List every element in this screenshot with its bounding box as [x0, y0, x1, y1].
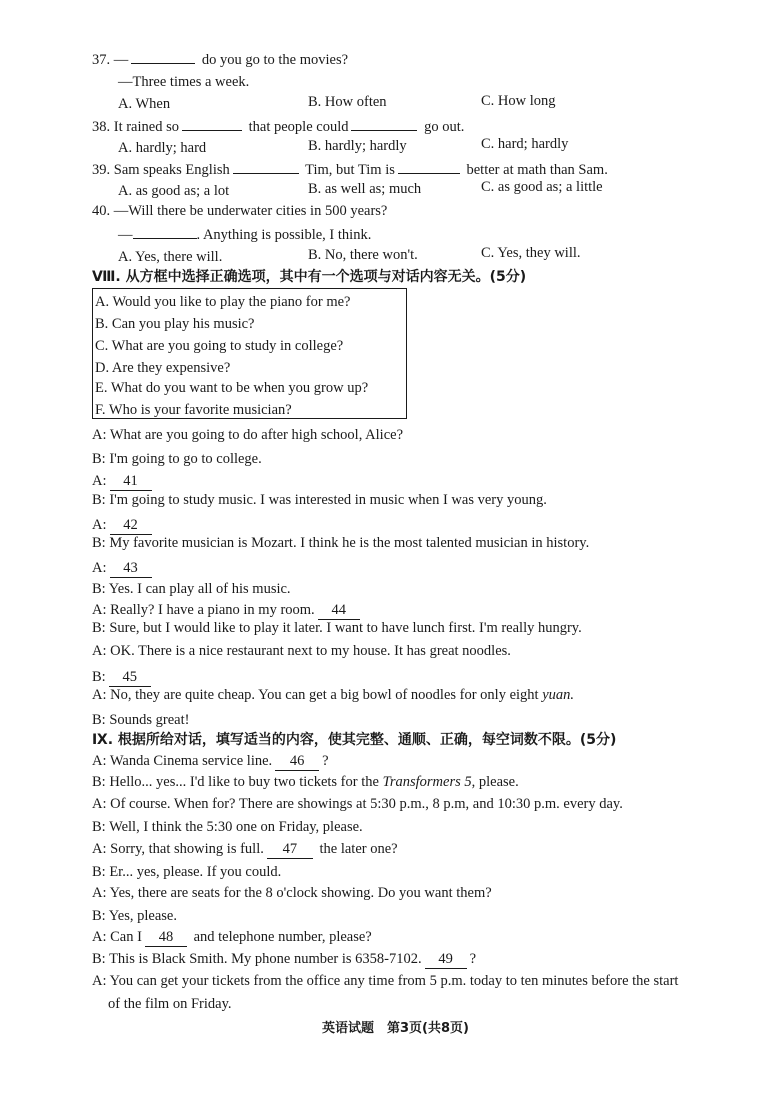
answer-blank — [398, 160, 460, 174]
page-footer: 英语试题 第3页(共8页) — [322, 1021, 469, 1036]
dialogue-text: A: Really? I have a piano in my room. — [92, 602, 315, 618]
choice-c: C. What are you going to study in college? — [95, 338, 344, 354]
question-37 — [92, 50, 348, 69]
answer-blank-48: 48 — [145, 928, 187, 947]
answer-blank-44: 44 — [318, 601, 360, 620]
option-b: B. No, there won't. — [308, 247, 418, 263]
dialogue-text: ? — [469, 951, 477, 967]
dialogue-line: A: Yes, there are seats for the 8 o'clock showing. Do you want them? — [92, 885, 492, 901]
dialogue-line: B: Yes. I can play all of his music. — [92, 581, 291, 597]
section-8-heading: Ⅷ. 从方框中选择正确选项，其中有一个选项与对话内容无关。(5分) — [92, 269, 527, 285]
question-text: go out. — [424, 119, 465, 135]
answer-blank — [351, 117, 417, 131]
answer-blank-41: 41 — [110, 472, 152, 491]
dialogue-line: of the film on Friday. — [108, 996, 232, 1012]
dialogue-text: A: Wanda Cinema service line. — [92, 753, 273, 769]
question-40-reply — [118, 225, 371, 244]
question-38 — [92, 117, 464, 136]
question-39 — [92, 160, 608, 179]
dialogue-text: A: Can I — [92, 929, 142, 945]
dialogue-text: the later one? — [319, 841, 398, 857]
speaker-label: A: — [92, 473, 107, 489]
dialogue-line: A: Of course. When for? There are showings at 5:30 p.m., 8 p.m, and 10:30 p.m. every day. — [92, 796, 623, 812]
dialogue-line: B: Yes, please. — [92, 908, 177, 924]
choice-f: F. Who is your favorite musician? — [95, 402, 292, 418]
option-a: A. Yes, there will. — [118, 249, 223, 265]
dialogue-line — [92, 840, 398, 859]
answer-blank-45: 45 — [109, 668, 151, 687]
speaker-label: A: — [92, 560, 107, 576]
option-c: C. as good as; a little — [481, 179, 603, 195]
answer-blank — [233, 160, 299, 174]
dialogue-text: A: No, they are quite cheap. You can get a big bowl of noodles for only eight — [92, 687, 539, 703]
dialogue-line — [92, 950, 476, 969]
question-text: better at math than Sam. — [466, 162, 608, 178]
dialogue-text: ? — [322, 753, 329, 769]
choice-a: A. Would you like to play the piano for me? — [95, 294, 351, 310]
option-b: B. as well as; much — [308, 181, 422, 197]
answer-blank-49: 49 — [425, 950, 467, 969]
dialogue-line — [92, 472, 155, 491]
dialogue-text: B: Hello... yes... I'd like to buy two tickets for the — [92, 774, 379, 790]
dialogue-line: B: I'm going to study music. I was interested in music when I was very young. — [92, 492, 547, 508]
answer-blank-43: 43 — [110, 559, 152, 578]
dialogue-line: B: My favorite musician is Mozart. I think he is the most talented musician in history. — [92, 535, 590, 551]
choice-b: B. Can you play his music? — [95, 316, 255, 332]
question-text: . Anything is possible, I think. — [196, 227, 372, 243]
dialogue-line: A: You can get your tickets from the office any time from 5 p.m. today to ten minutes before the start — [92, 973, 679, 989]
dialogue-text: B: This is Black Smith. My phone number is 6358-7102. — [92, 951, 422, 967]
question-text: do you go to the movies? — [201, 52, 349, 68]
option-c: C. How long — [481, 93, 556, 109]
section-9-heading: Ⅸ. 根据所给对话，填写适当的内容，使其完整、通顺、正确，每空词数不限。(5分) — [92, 732, 617, 748]
question-text: — — [118, 227, 133, 243]
dialogue-line — [92, 601, 363, 620]
dialogue-line — [92, 686, 574, 704]
dialogue-line — [92, 928, 372, 947]
dialogue-line — [92, 668, 154, 687]
answer-blank — [131, 50, 195, 64]
question-text: Tim, but Tim is — [305, 162, 395, 178]
dialogue-line: B: Sure, but I would like to play it later. I want to have lunch first. I'm really hungry. — [92, 620, 582, 636]
speaker-label: B: — [92, 669, 106, 685]
dialogue-line — [92, 752, 329, 771]
question-text: that people could — [248, 119, 349, 135]
answer-blank — [133, 225, 197, 239]
question-37-reply: —Three times a week. — [118, 74, 250, 90]
question-40: 40. —Will there be underwater cities in 500 years? — [92, 203, 388, 219]
choice-e: E. What do you want to be when you grow up? — [95, 380, 369, 396]
dialogue-text: A: Sorry, that showing is full. — [92, 841, 264, 857]
dialogue-line — [92, 559, 155, 578]
answer-blank-42: 42 — [110, 516, 152, 535]
dialogue-text: , please. — [471, 774, 519, 790]
dialogue-line: B: Er... yes, please. If you could. — [92, 864, 282, 880]
question-text: 39. Sam speaks English — [92, 162, 230, 178]
speaker-label: A: — [92, 517, 107, 533]
dialogue-text: and telephone number, please? — [193, 929, 372, 945]
option-a: A. hardly; hard — [118, 140, 207, 156]
option-a: A. When — [118, 96, 171, 112]
question-text: 38. It rained so — [92, 119, 179, 135]
choice-box — [92, 288, 407, 419]
dialogue-line: B: I'm going to go to college. — [92, 451, 262, 467]
dialogue-line: A: What are you going to do after high school, Alice? — [92, 427, 403, 443]
option-c: C. Yes, they will. — [481, 245, 581, 261]
dialogue-text: yuan. — [542, 687, 575, 703]
movie-title: Transformers 5 — [382, 774, 472, 790]
question-text: 37. — — [92, 52, 129, 68]
option-a: A. as good as; a lot — [118, 183, 230, 199]
answer-blank-46: 46 — [275, 752, 319, 771]
option-b: B. hardly; hardly — [308, 138, 407, 154]
dialogue-line: B: Well, I think the 5:30 one on Friday, please. — [92, 819, 363, 835]
answer-blank-47: 47 — [267, 840, 313, 859]
dialogue-line — [92, 773, 519, 791]
choice-d: D. Are they expensive? — [95, 360, 231, 376]
option-c: C. hard; hardly — [481, 136, 569, 152]
dialogue-line: A: OK. There is a nice restaurant next to my house. It has great noodles. — [92, 643, 511, 659]
option-b: B. How often — [308, 94, 387, 110]
answer-blank — [182, 117, 242, 131]
dialogue-line: B: Sounds great! — [92, 712, 190, 728]
dialogue-line — [92, 516, 155, 535]
